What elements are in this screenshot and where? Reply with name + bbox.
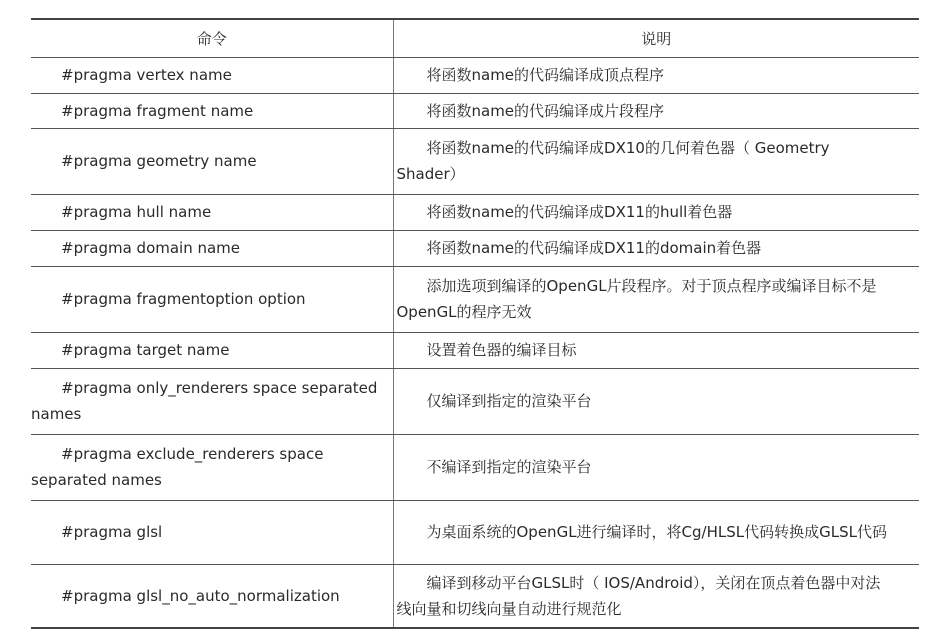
- table-row: [31, 93, 919, 128]
- description-cell: 设置着色器的编译目标: [393, 332, 919, 368]
- command-cell: #pragma fragment name: [31, 93, 393, 128]
- description-cell: 仅编译到指定的渲染平台: [393, 368, 919, 434]
- command-cell: #pragma target name: [31, 332, 393, 368]
- description-cell: 将函数name的代码编译成DX11的domain着色器: [393, 230, 919, 266]
- table-row: [31, 500, 919, 564]
- description-cell: 添加选项到编译的OpenGL片段程序。对于顶点程序或编译目标不是OpenGL的程序无效: [393, 266, 919, 332]
- description-cell: 编译到移动平台GLSL时（ IOS/Android），关闭在顶点着色器中对法线向量和切线向量自动进行规范化: [393, 564, 919, 628]
- table-row: [31, 194, 919, 230]
- table-row: [31, 368, 919, 434]
- command-cell: #pragma domain name: [31, 230, 393, 266]
- description-cell: 将函数name的代码编译成顶点程序: [393, 57, 919, 93]
- table-row: [31, 434, 919, 500]
- table-row: [31, 128, 919, 194]
- table-row: [31, 57, 919, 93]
- pragma-table: [31, 18, 919, 629]
- description-cell: 为桌面系统的OpenGL进行编译时，将Cg/HLSL代码转换成GLSL代码: [393, 500, 919, 564]
- command-cell: #pragma glsl: [31, 500, 393, 564]
- command-cell: #pragma vertex name: [31, 57, 393, 93]
- command-cell: #pragma geometry name: [31, 128, 393, 194]
- command-cell: #pragma glsl_no_auto_normalization: [31, 564, 393, 628]
- command-cell: #pragma exclude_renderers space separated names: [31, 434, 393, 500]
- table-row: [31, 564, 919, 628]
- header-description: 说明: [393, 19, 919, 57]
- table-row: [31, 332, 919, 368]
- command-cell: #pragma only_renderers space separated names: [31, 368, 393, 434]
- command-cell: #pragma hull name: [31, 194, 393, 230]
- header-command: 命令: [31, 19, 393, 57]
- table-header-row: [31, 19, 919, 57]
- command-cell: #pragma fragmentoption option: [31, 266, 393, 332]
- table-row: [31, 230, 919, 266]
- description-cell: 将函数name的代码编译成DX10的几何着色器（ Geometry Shader）: [393, 128, 919, 194]
- description-cell: 不编译到指定的渲染平台: [393, 434, 919, 500]
- pragma-table-container: [31, 18, 919, 629]
- description-cell: 将函数name的代码编译成DX11的hull着色器: [393, 194, 919, 230]
- description-cell: 将函数name的代码编译成片段程序: [393, 93, 919, 128]
- table-row: [31, 266, 919, 332]
